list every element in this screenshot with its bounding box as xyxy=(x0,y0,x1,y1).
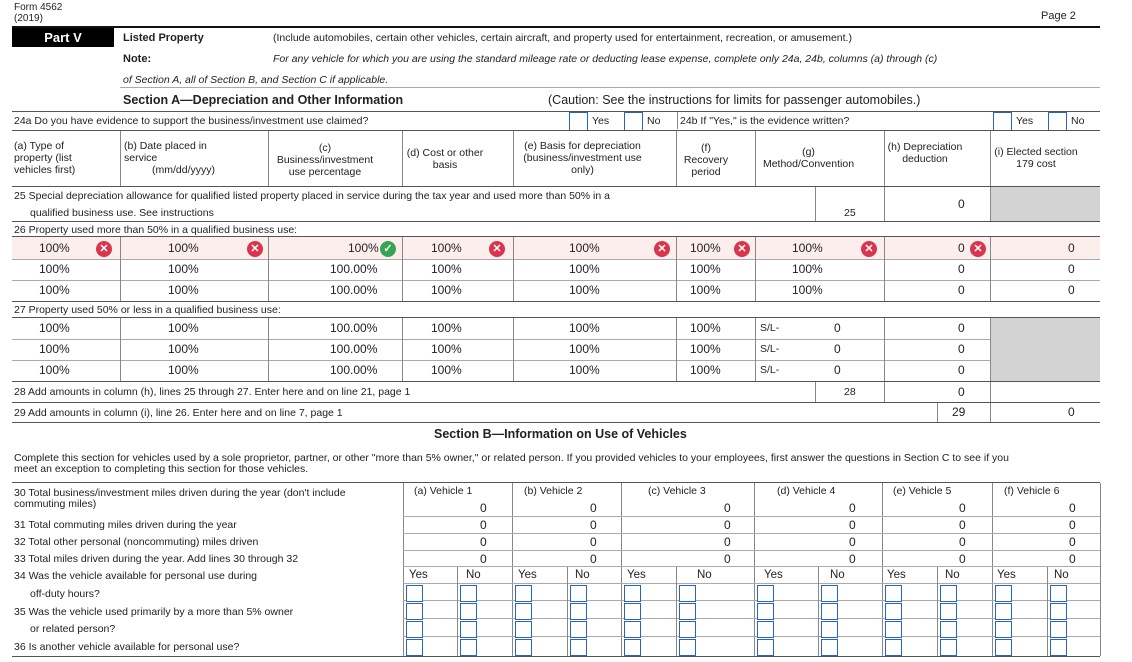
no-label: No xyxy=(697,569,712,581)
yes-label: Yes xyxy=(409,569,428,581)
miles-cell[interactable]: 0 xyxy=(1069,501,1076,515)
table-cell[interactable]: 100% xyxy=(431,283,462,297)
vehicle-2-q35-no-checkbox[interactable] xyxy=(570,639,587,656)
line-25-number: 25 xyxy=(844,207,856,219)
col-e-header: (e) Basis for depreciation (business/investment use only) xyxy=(523,140,642,176)
line-36-text: 36 Is another vehicle available for personal use? xyxy=(14,641,240,653)
vehicle-1-q35-no-checkbox[interactable] xyxy=(460,621,477,638)
vehicle-6-q35-yes-checkbox[interactable] xyxy=(995,621,1012,638)
miles-cell[interactable]: 0 xyxy=(1069,552,1076,566)
vehicle-5-q35-yes-checkbox[interactable] xyxy=(885,639,902,656)
line-28-number: 28 xyxy=(844,386,856,398)
vehicle-5-header: (e) Vehicle 5 xyxy=(893,485,952,497)
col-f-header: (f) Recovery period xyxy=(683,142,729,178)
error-icon: ✕ xyxy=(861,241,877,257)
vehicle-2-q35-no-checkbox[interactable] xyxy=(570,621,587,638)
vehicle-5-q35-yes-checkbox[interactable] xyxy=(885,621,902,638)
table-cell[interactable]: 100% xyxy=(431,321,462,335)
vehicle-2-q35-yes-checkbox[interactable] xyxy=(515,639,532,656)
error-icon: ✕ xyxy=(247,241,263,257)
table-cell: S/L- xyxy=(760,322,780,334)
part-v-label: Part V xyxy=(12,28,114,47)
table-cell[interactable]: 100.00% xyxy=(330,363,378,377)
table-cell[interactable]: 100% xyxy=(690,321,721,335)
col-g-header: (g) Method/Convention xyxy=(762,146,855,170)
table-cell[interactable]: 100% xyxy=(690,342,721,356)
error-icon: ✕ xyxy=(96,241,112,257)
vehicle-1-q34-no-checkbox[interactable] xyxy=(460,603,477,620)
vehicle-6-q35-yes-checkbox[interactable] xyxy=(995,639,1012,656)
table-cell[interactable]: 100% xyxy=(168,241,199,255)
vehicle-4-q34-yes-checkbox[interactable] xyxy=(757,603,774,620)
miles-cell[interactable]: 0 xyxy=(1069,535,1076,549)
error-icon: ✕ xyxy=(654,241,670,257)
yes-label: Yes xyxy=(764,569,783,581)
vehicle-4-header: (d) Vehicle 4 xyxy=(777,485,836,497)
table-cell: S/L- xyxy=(760,343,780,355)
vehicle-1-q35-yes-checkbox[interactable] xyxy=(406,639,423,656)
vehicle-4-q35-no-checkbox[interactable] xyxy=(821,639,838,656)
table-row[interactable]: 100% xyxy=(39,321,70,335)
table-cell[interactable]: 100.00% xyxy=(330,283,378,297)
vehicle-3-q35-no-checkbox[interactable] xyxy=(679,621,696,638)
vehicle-1-q34-yes-checkbox[interactable] xyxy=(406,603,423,620)
table-cell[interactable]: 100% xyxy=(690,363,721,377)
miles-cell[interactable]: 0 xyxy=(724,535,731,549)
vehicle-6-q35-no-checkbox[interactable] xyxy=(1050,621,1067,638)
vehicle-3-header: (c) Vehicle 3 xyxy=(648,485,706,497)
miles-cell[interactable]: 0 xyxy=(959,552,966,566)
table-cell[interactable]: 100% xyxy=(348,241,379,255)
no-label: No xyxy=(830,569,845,581)
table-cell[interactable]: 0 xyxy=(958,321,965,335)
vehicle-1-header: (a) Vehicle 1 xyxy=(414,485,473,497)
col-h-header: (h) Depreciation deduction xyxy=(887,141,963,165)
line-30-text-2: commuting miles) xyxy=(14,498,97,510)
table-row[interactable]: 100% xyxy=(39,262,70,276)
miles-cell[interactable]: 0 xyxy=(959,501,966,515)
line-30-text: 30 Total business/investment miles driven during the year (don't include xyxy=(14,487,346,499)
vehicle-6-q34-no-checkbox[interactable] xyxy=(1050,585,1067,602)
line-25-text: 25 Special depreciation allowance for qualified listed property placed in service during the tax year and used more than 50% in a xyxy=(14,190,610,202)
part-title: Listed Property xyxy=(123,32,204,44)
check-icon: ✓ xyxy=(380,241,396,257)
line-33-text: 33 Total miles driven during the year. Add lines 30 through 32 xyxy=(14,553,299,565)
vehicle-4-q34-no-checkbox[interactable] xyxy=(821,603,838,620)
col-c-header: (c) Business/investment use percentage xyxy=(276,142,374,178)
table-cell[interactable]: 100% xyxy=(168,262,199,276)
24a-no-checkbox[interactable] xyxy=(624,112,643,131)
table-cell[interactable]: 0 xyxy=(834,342,841,356)
vehicle-4-q34-no-checkbox[interactable] xyxy=(821,585,838,602)
vehicle-1-q34-yes-checkbox[interactable] xyxy=(406,585,423,602)
table-cell[interactable]: 100% xyxy=(690,262,721,276)
section-a-title: Section A—Depreciation and Other Information xyxy=(123,93,404,107)
yes-label: Yes xyxy=(518,569,537,581)
col-b-header: (b) Date placed in service xyxy=(124,140,207,164)
vehicle-6-q34-no-checkbox[interactable] xyxy=(1050,603,1067,620)
section-b-title: Section B—Information on Use of Vehicles xyxy=(434,427,687,441)
miles-cell[interactable]: 0 xyxy=(724,552,731,566)
col-a-header: (a) Type of property (list vehicles first) xyxy=(14,140,76,176)
yes-label: Yes xyxy=(887,569,906,581)
table-cell[interactable]: 100% xyxy=(569,262,600,276)
line-26-text: 26 Property used more than 50% in a qualified business use: xyxy=(14,224,298,236)
miles-cell[interactable]: 0 xyxy=(959,535,966,549)
page-number: Page 2 xyxy=(1041,10,1076,22)
yes-label: Yes xyxy=(627,569,646,581)
table-cell[interactable]: 0 xyxy=(958,241,965,255)
table-cell[interactable]: 100% xyxy=(431,262,462,276)
table-cell[interactable]: 100% xyxy=(792,262,823,276)
vehicle-2-header: (b) Vehicle 2 xyxy=(524,485,583,497)
table-cell[interactable]: 0 xyxy=(834,321,841,335)
miles-cell[interactable]: 0 xyxy=(724,501,731,515)
vehicle-4-q35-no-checkbox[interactable] xyxy=(821,621,838,638)
vehicle-5-q34-yes-checkbox[interactable] xyxy=(885,603,902,620)
no-label: No xyxy=(575,569,590,581)
table-row[interactable]: 100% xyxy=(39,363,70,377)
vehicle-3-q35-yes-checkbox[interactable] xyxy=(624,639,641,656)
vehicle-4-q34-yes-checkbox[interactable] xyxy=(757,585,774,602)
miles-cell[interactable]: 0 xyxy=(959,518,966,532)
note-text-1: For any vehicle for which you are using the standard mileage rate or deducting lease expense, complete only 24a, 24b, columns (a) through (c) xyxy=(273,53,938,65)
table-cell[interactable]: 0 xyxy=(834,363,841,377)
vehicle-4-q35-yes-checkbox[interactable] xyxy=(757,621,774,638)
table-cell[interactable]: 100% xyxy=(168,321,199,335)
line-28-value[interactable]: 0 xyxy=(958,385,965,399)
line-25-text-2: qualified business use. See instructions xyxy=(30,207,214,219)
line-24b-text: 24b If "Yes," is the evidence written? xyxy=(680,115,850,127)
vehicle-3-q35-yes-checkbox[interactable] xyxy=(624,621,641,638)
note-label: Note: xyxy=(123,53,152,65)
table-cell[interactable]: 100% xyxy=(569,283,600,297)
vehicle-1-q35-yes-checkbox[interactable] xyxy=(406,621,423,638)
table-cell[interactable]: 100% xyxy=(431,342,462,356)
form-year: (2019) xyxy=(14,13,43,24)
miles-cell[interactable]: 0 xyxy=(480,552,487,566)
table-row[interactable]: 100% xyxy=(39,342,70,356)
miles-cell[interactable]: 0 xyxy=(480,501,487,515)
miles-cell[interactable]: 0 xyxy=(849,501,856,515)
table-row[interactable]: 100% xyxy=(39,283,70,297)
miles-cell[interactable]: 0 xyxy=(480,535,487,549)
error-icon: ✕ xyxy=(970,241,986,257)
vehicle-5-q34-no-checkbox[interactable] xyxy=(940,603,957,620)
vehicle-6-q34-yes-checkbox[interactable] xyxy=(995,603,1012,620)
miles-cell[interactable]: 0 xyxy=(590,518,597,532)
table-cell[interactable]: 100% xyxy=(792,283,823,297)
line-24a-text: 24a Do you have evidence to support the business/investment use claimed? xyxy=(14,115,369,127)
vehicle-5-q35-no-checkbox[interactable] xyxy=(940,639,957,656)
table-cell[interactable]: 100% xyxy=(569,363,600,377)
line-32-text: 32 Total other personal (noncommuting) miles driven xyxy=(14,536,259,548)
24b-yes-checkbox[interactable] xyxy=(993,112,1012,131)
line-27-text: 27 Property used 50% or less in a qualified business use: xyxy=(14,304,281,316)
col-i-header: (i) Elected section 179 cost xyxy=(994,146,1078,170)
table-cell[interactable]: 100% xyxy=(168,342,199,356)
table-cell[interactable]: 100.00% xyxy=(330,321,378,335)
table-cell[interactable]: 0 xyxy=(958,342,965,356)
vehicle-4-q35-yes-checkbox[interactable] xyxy=(757,639,774,656)
miles-cell[interactable]: 0 xyxy=(590,552,597,566)
line-29-text: 29 Add amounts in column (i), line 26. Enter here and on line 7, page 1 xyxy=(14,407,343,419)
table-cell[interactable]: 100.00% xyxy=(330,262,378,276)
24a-yes-label: Yes xyxy=(592,115,610,127)
col-b-header-format: (mm/dd/yyyy) xyxy=(152,164,215,176)
vehicle-5-q34-yes-checkbox[interactable] xyxy=(885,585,902,602)
yes-label: Yes xyxy=(997,569,1016,581)
table-row[interactable]: 100% xyxy=(39,241,70,255)
table-cell[interactable]: 100% xyxy=(792,241,823,255)
no-label: No xyxy=(1054,569,1069,581)
vehicle-6-q35-no-checkbox[interactable] xyxy=(1050,639,1067,656)
table-cell[interactable]: 100% xyxy=(569,342,600,356)
vehicle-2-q34-no-checkbox[interactable] xyxy=(570,585,587,602)
vehicle-3-q35-no-checkbox[interactable] xyxy=(679,639,696,656)
table-cell[interactable]: 100.00% xyxy=(330,342,378,356)
vehicle-3-q34-yes-checkbox[interactable] xyxy=(624,585,641,602)
line-29-number: 29 xyxy=(952,405,966,419)
table-cell[interactable]: 100% xyxy=(690,283,721,297)
24b-no-checkbox[interactable] xyxy=(1048,112,1067,131)
vehicle-2-q34-yes-checkbox[interactable] xyxy=(515,603,532,620)
miles-cell[interactable]: 0 xyxy=(480,518,487,532)
miles-cell[interactable]: 0 xyxy=(849,552,856,566)
miles-cell[interactable]: 0 xyxy=(1069,518,1076,532)
table-cell[interactable]: 0 xyxy=(958,283,965,297)
line-25-h-value[interactable]: 0 xyxy=(958,197,965,211)
no-label: No xyxy=(945,569,960,581)
section-a-caution: (Caution: See the instructions for limits for passenger automobiles.) xyxy=(548,93,921,107)
table-cell[interactable]: 100% xyxy=(569,321,600,335)
table-cell: S/L- xyxy=(760,364,780,376)
table-cell[interactable]: 0 xyxy=(1068,262,1075,276)
miles-cell[interactable]: 0 xyxy=(849,518,856,532)
vehicle-6-header: (f) Vehicle 6 xyxy=(1004,485,1060,497)
error-icon: ✕ xyxy=(489,241,505,257)
no-label: No xyxy=(466,569,481,581)
table-cell[interactable]: 0 xyxy=(958,363,965,377)
note-text-2: of Section A, all of Section B, and Section C if applicable. xyxy=(123,74,389,86)
table-cell[interactable]: 100% xyxy=(431,363,462,377)
vehicle-2-q35-yes-checkbox[interactable] xyxy=(515,621,532,638)
vehicle-6-q34-yes-checkbox[interactable] xyxy=(995,585,1012,602)
table-cell[interactable]: 100% xyxy=(690,241,721,255)
table-cell[interactable]: 0 xyxy=(958,262,965,276)
miles-cell[interactable]: 0 xyxy=(849,535,856,549)
vehicle-1-q34-no-checkbox[interactable] xyxy=(460,585,477,602)
24a-no-label: No xyxy=(647,115,661,127)
table-cell[interactable]: 100% xyxy=(569,241,600,255)
line-35-text: 35 Was the vehicle used primarily by a more than 5% owner xyxy=(14,606,294,618)
error-icon: ✕ xyxy=(734,241,750,257)
table-cell[interactable]: 0 xyxy=(1068,241,1075,255)
vehicle-3-q34-no-checkbox[interactable] xyxy=(679,603,696,620)
miles-cell[interactable]: 0 xyxy=(590,535,597,549)
line-31-text: 31 Total commuting miles driven during the year xyxy=(14,519,237,531)
line-28-text: 28 Add amounts in column (h), lines 25 through 27. Enter here and on line 21, page 1 xyxy=(14,386,411,398)
vehicle-3-q34-yes-checkbox[interactable] xyxy=(624,603,641,620)
24a-yes-checkbox[interactable] xyxy=(569,112,588,131)
24b-no-label: No xyxy=(1071,115,1085,127)
part-include-text: (Include automobiles, certain other vehicles, certain aircraft, and property used for entertainment, recreation, or amusement.) xyxy=(273,32,852,44)
table-cell[interactable]: 100% xyxy=(168,363,199,377)
line-35-text-2: or related person? xyxy=(30,623,116,635)
vehicle-2-q34-yes-checkbox[interactable] xyxy=(515,585,532,602)
miles-cell[interactable]: 0 xyxy=(724,518,731,532)
col-d-header: (d) Cost or other basis xyxy=(406,147,484,171)
vehicle-1-q35-no-checkbox[interactable] xyxy=(460,639,477,656)
table-cell[interactable]: 0 xyxy=(1068,283,1075,297)
vehicle-5-q34-no-checkbox[interactable] xyxy=(940,585,957,602)
section-b-intro-1: Complete this section for vehicles used by a sole proprietor, partner, or other "more than 5% owner," or related person. If you provided vehicles to your employees, first answer the questions in Section C to see if you xyxy=(14,452,1009,464)
24b-yes-label: Yes xyxy=(1016,115,1034,127)
form-number: Form 4562 xyxy=(14,2,63,13)
vehicle-3-q34-no-checkbox[interactable] xyxy=(679,585,696,602)
vehicle-2-q34-no-checkbox[interactable] xyxy=(570,603,587,620)
miles-cell[interactable]: 0 xyxy=(590,501,597,515)
table-cell[interactable]: 100% xyxy=(431,241,462,255)
line-34-text-2: off-duty hours? xyxy=(30,588,100,600)
table-cell[interactable]: 100% xyxy=(168,283,199,297)
section-b-intro-2: meet an exception to completing this section for those vehicles. xyxy=(14,463,309,475)
vehicle-5-q35-no-checkbox[interactable] xyxy=(940,621,957,638)
line-34-text: 34 Was the vehicle available for personal use during xyxy=(14,570,258,582)
line-29-value[interactable]: 0 xyxy=(1068,405,1075,419)
